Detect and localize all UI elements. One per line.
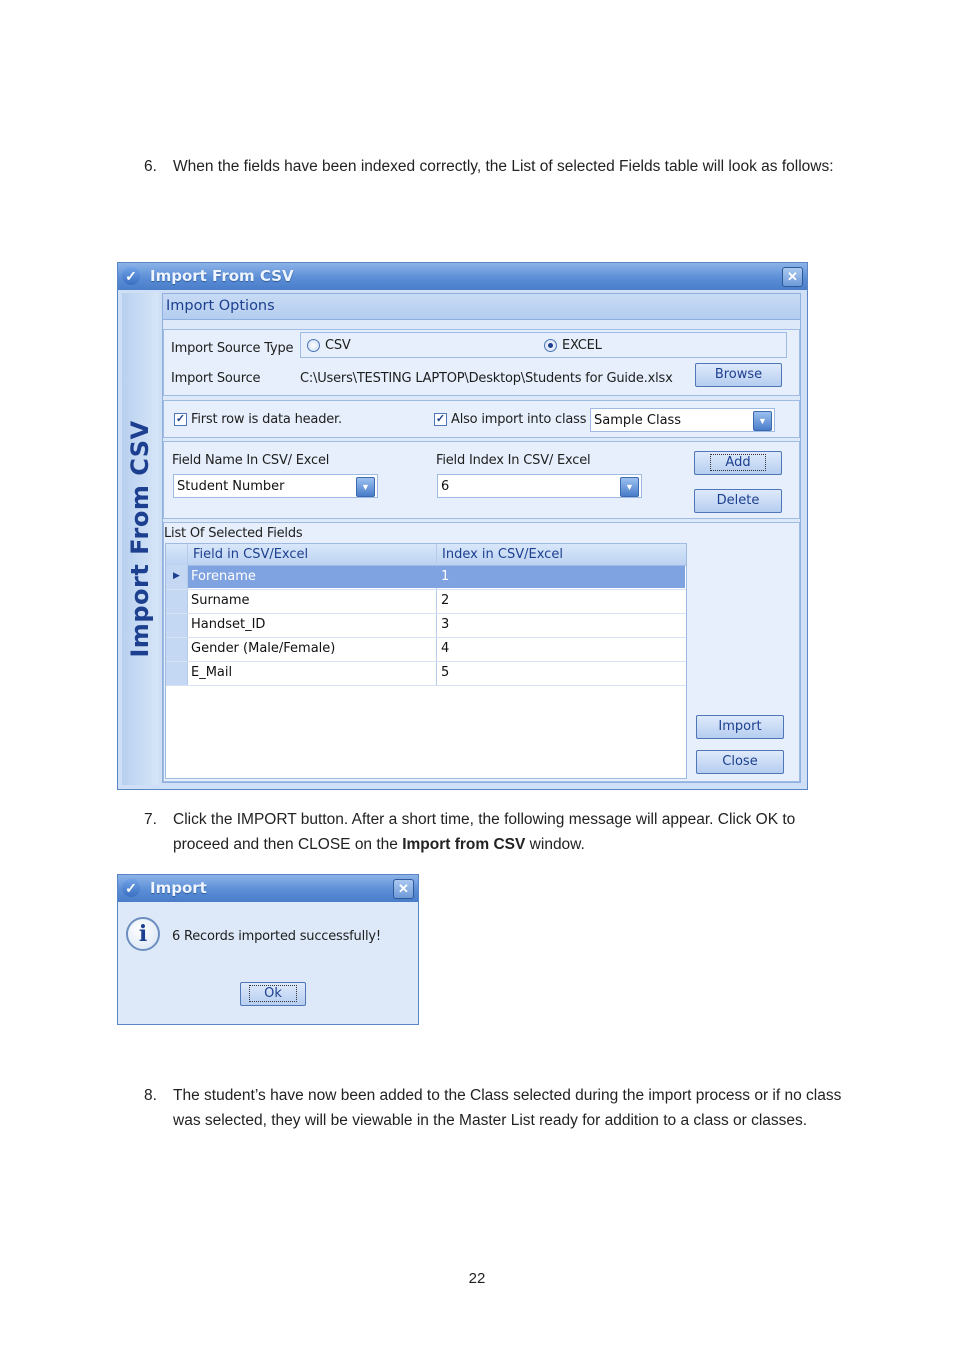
delete-button[interactable] [694,489,782,513]
check-icon: ✓ [122,879,140,897]
field-name-value: Student Number [177,479,285,494]
row-line [166,589,686,590]
step-text-a: Click the IMPORT button. After a short time, the following message will appear. Click OK to proceed and then CLOSE on the [173,811,796,853]
class-select-value: Sample Class [594,413,682,428]
source-path: C:\Users\TESTING LAPTOP\Desktop\Students for Guide.xlsx [300,371,673,386]
excel-radio-label: EXCEL [562,338,602,353]
browse-button[interactable] [695,363,782,387]
table-header [166,544,686,566]
selected-fields-table [165,543,687,779]
window-title: Import From CSV [150,267,294,285]
chevron-down-icon[interactable]: ▼ [753,411,772,431]
delete-button-label: Delete [716,493,760,508]
step-text-b: window. [525,836,585,853]
step-text: When the fields have been indexed correctly, the List of selected Fields table will look as follows: [173,158,834,175]
options-header-label: Import Options [166,298,275,314]
title-bar [118,875,418,902]
first-row-label: First row is data header. [191,412,342,427]
csv-radio[interactable] [307,339,320,352]
step-text: The student’s have now been added to the Class selected during the import process or if no class was selected, they will be viewable in the Master List ready for addition to a class or classes. [173,1087,842,1129]
field-index-select[interactable] [437,474,642,498]
close-icon[interactable]: ✕ [782,267,803,287]
import-button-label: Import [718,719,762,734]
list-label: List Of Selected Fields [164,526,303,541]
selected-row-highlight [188,566,685,588]
row-pointer-icon: ▶ [173,570,180,580]
row-field: Gender (Male/Female) [191,641,336,656]
step-text-bold: Import from CSV [402,836,526,853]
title-bar [118,263,807,290]
field-index-value: 6 [441,479,450,494]
row-line [166,637,686,638]
source-type-label: Import Source Type [171,341,294,356]
chevron-down-icon[interactable]: ▼ [620,477,639,497]
close-button-label: Close [722,754,758,769]
first-row-checkbox[interactable]: ✓ [175,413,186,425]
field-name-label: Field Name In CSV/ Excel [172,453,330,468]
source-type-box [300,332,787,358]
col-field-header[interactable]: Field in CSV/Excel [193,547,309,562]
step-number: 7. [144,811,157,828]
row-line [166,613,686,614]
class-select[interactable] [590,408,775,432]
step-number: 6. [144,158,157,175]
browse-button-label: Browse [714,367,763,382]
row-index: 1 [441,569,450,584]
ok-button-label: Ok [250,986,296,1001]
also-import-label: Also import into class [451,412,587,427]
step-text [173,807,844,857]
row-line [166,685,686,686]
import-message-window [117,874,419,1025]
window-title: Import [150,879,207,897]
close-icon[interactable]: ✕ [393,879,414,899]
row-field: E_Mail [191,665,233,680]
add-button-label: Add [711,455,764,470]
row-index: 4 [441,641,450,656]
ok-button[interactable] [240,982,306,1006]
options-header [163,294,800,320]
source-group [163,329,800,396]
row-index: 5 [441,665,450,680]
side-label: Import From CSV [126,420,154,658]
field-name-select[interactable] [173,474,378,498]
row-selector-column [166,565,187,685]
row-field: Forename [191,569,256,584]
page-number: 22 [468,1270,486,1287]
row-field: Handset_ID [191,617,266,632]
step-number: 8. [144,1087,157,1104]
content-panel [162,293,801,783]
import-from-csv-window [117,262,808,790]
step-7 [144,807,844,857]
class-group [163,400,800,438]
field-group [163,441,800,519]
field-index-label: Field Index In CSV/ Excel [436,453,591,468]
list-group [163,522,800,782]
add-button[interactable] [694,451,782,475]
row-index: 2 [441,593,450,608]
info-icon: i [126,917,160,951]
step-6 [144,154,844,179]
source-label: Import Source [171,371,261,386]
side-panel [122,293,158,785]
col-index-header[interactable]: Index in CSV/Excel [442,547,563,562]
also-import-checkbox[interactable]: ✓ [435,413,446,425]
chevron-down-icon[interactable]: ▼ [356,477,375,497]
check-icon: ✓ [122,267,140,285]
row-line [166,661,686,662]
excel-radio[interactable] [544,339,557,352]
row-index: 3 [441,617,450,632]
row-field: Surname [191,593,250,608]
step-8 [144,1083,844,1133]
csv-radio-label: CSV [325,338,351,353]
close-button[interactable] [696,750,784,774]
message-text: 6 Records imported successfully! [172,929,381,944]
import-button[interactable] [696,715,784,739]
